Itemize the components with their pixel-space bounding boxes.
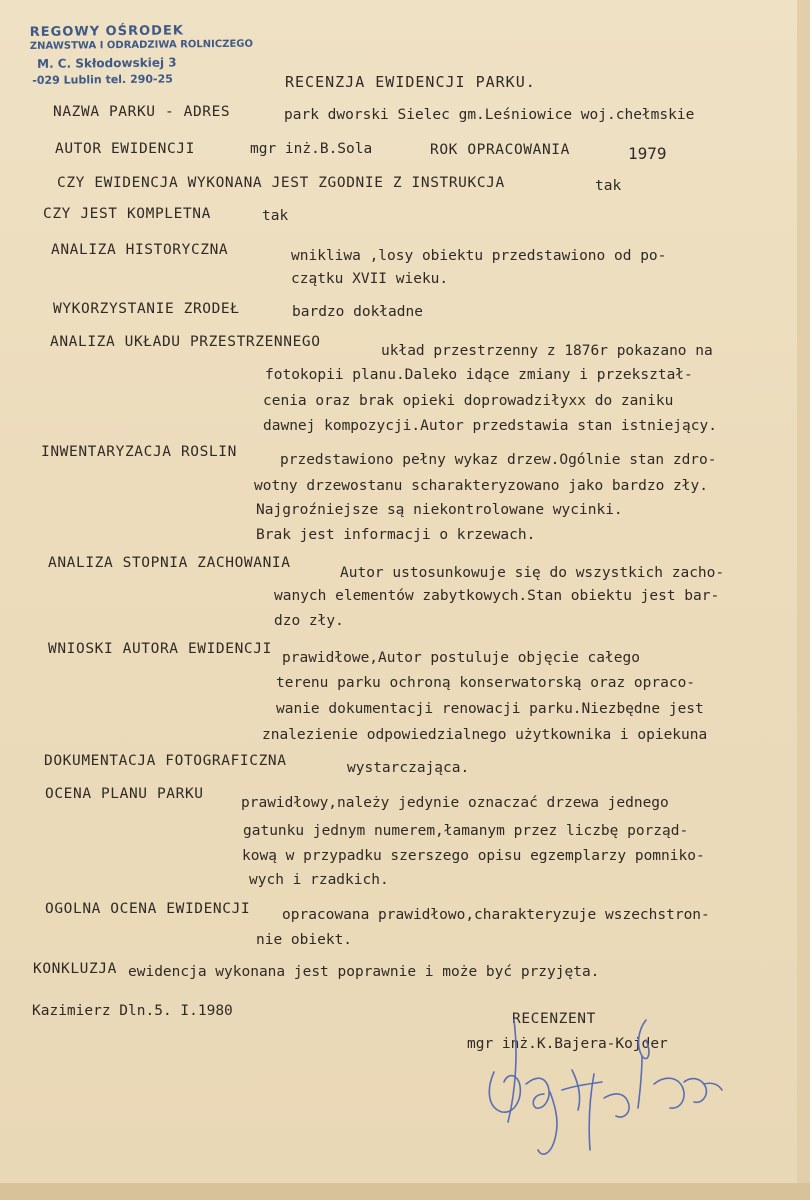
label-completeness: CZY JEST KOMPLETNA (43, 206, 211, 222)
preservation-analysis-line: dzo zły. (274, 613, 344, 629)
plan-evaluation-line: wych i rzadkich. (249, 872, 389, 888)
historical-analysis-line: wnikliwa ,losy obiektu przedstawiono od po- (291, 248, 667, 264)
stamp-line-1: REGOWY OŚRODEK (29, 23, 184, 40)
preservation-analysis-line: wanych elementów zabytkowych.Stan obiektu jest bar- (274, 588, 720, 604)
spatial-analysis-line: dawnej kompozycji.Autor przedstawia stan istniejący. (263, 418, 717, 434)
label-historical-analysis: ANALIZA HISTORYCZNA (51, 242, 229, 258)
label-conclusion: KONKLUZJA (33, 961, 117, 977)
label-overall-evaluation: OGOLNA OCENA EWIDENCJI (45, 901, 251, 917)
page-edge-bottom (0, 1183, 810, 1200)
overall-evaluation-line: opracowana prawidłowo,charakteryzuje wszechstron- (282, 907, 710, 923)
page-edge-right (797, 0, 810, 1200)
label-plan-evaluation: OCENA PLANU PARKU (45, 786, 204, 802)
plan-evaluation-line: gatunku jednym numerem,łamanym przez liczbę porząd- (243, 823, 689, 839)
label-preservation-analysis: ANALIZA STOPNIA ZACHOWANIA (48, 555, 291, 571)
value-park-name: park dworski Sielec gm.Leśniowice woj.chełmskie (284, 107, 695, 123)
value-completeness: tak (262, 208, 289, 224)
author-conclusions-line: terenu parku ochroną konserwatorską oraz opraco- (276, 675, 696, 691)
value-sources: bardzo dokładne (292, 304, 423, 320)
spatial-analysis-line: układ przestrzenny z 1876r pokazano na (381, 343, 713, 359)
label-author: AUTOR EWIDENCJI (55, 141, 195, 157)
value-conclusion: ewidencja wykonana jest poprawnie i może być przyjęta. (128, 964, 600, 980)
author-conclusions-line: wanie dokumentacji renowacji parku.Niezbędne jest (276, 701, 704, 717)
plant-inventory-line: wotny drzewostanu scharakteryzowano jako bardzo zły. (254, 478, 708, 494)
place-and-date: Kazimierz Dln.5. I.1980 (32, 1003, 233, 1019)
stamp-line-2: ZNAWSTWA I ODRADZIWA ROLNICZEGO (29, 38, 254, 52)
spatial-analysis-line: cenia oraz brak opieki doprowadziłyxx do zaniku (263, 393, 674, 409)
label-sources: WYKORZYSTANIE ZRODEŁ (53, 301, 240, 317)
label-author-conclusions: WNIOSKI AUTORA EWIDENCJI (48, 641, 272, 657)
author-conclusions-line: prawidłowe,Autor postuluje objęcie całego (282, 650, 640, 666)
plant-inventory-line: Najgroźniejsze są niekontrolowane wycinki. (256, 502, 623, 518)
plan-evaluation-line: prawidłowy,należy jedynie oznaczać drzewa jednego (241, 795, 669, 811)
label-spatial-analysis: ANALIZA UKŁADU PRZESTRZENNEGO (50, 334, 321, 350)
plant-inventory-line: Brak jest informacji o krzewach. (256, 527, 536, 543)
value-photo-documentation: wystarczająca. (347, 760, 470, 776)
historical-analysis-line: czątku XVII wieku. (291, 271, 449, 287)
handwritten-signature (478, 1012, 738, 1162)
document-title: RECENZJA EWIDENCJI PARKU. (285, 73, 536, 91)
spatial-analysis-line: fotokopii planu.Daleko idące zmiany i przekształ- (265, 367, 693, 383)
plan-evaluation-line: kową w przypadku szerszego opisu egzemplarzy pomniko- (242, 848, 705, 864)
plant-inventory-line: przedstawiono pełny wykaz drzew.Ogólnie stan zdro- (280, 452, 717, 468)
reviewer-name: mgr inż.K.Bajera-Kojder (467, 1036, 668, 1052)
overall-evaluation-line: nie obiekt. (256, 932, 353, 948)
author-conclusions-line: znalezienie odpowiedzialnego użytkownika i opiekuna (262, 727, 708, 743)
label-year: ROK OPRACOWANIA (430, 142, 570, 158)
stamp-line-4: -029 Lublin tel. 290-25 (32, 72, 173, 87)
label-park-name: NAZWA PARKU - ADRES (53, 104, 231, 120)
value-year: 1979 (628, 144, 667, 163)
value-instruction-compliance: tak (595, 178, 622, 194)
reviewer-label: RECENZENT (512, 1011, 596, 1027)
label-plant-inventory: INWENTARYZACJA ROSLIN (41, 444, 237, 460)
preservation-analysis-line: Autor ustosunkowuje się do wszystkich zacho- (340, 565, 725, 581)
label-instruction-compliance: CZY EWIDENCJA WYKONANA JEST ZGODNIE Z INSTRUKCJA (57, 175, 505, 191)
institution-stamp (22, 23, 254, 87)
stamp-line-3: M. C. Skłodowskiej 3 (37, 55, 177, 71)
value-author: mgr inż.B.Sola (250, 141, 373, 157)
label-photo-documentation: DOKUMENTACJA FOTOGRAFICZNA (44, 753, 287, 769)
